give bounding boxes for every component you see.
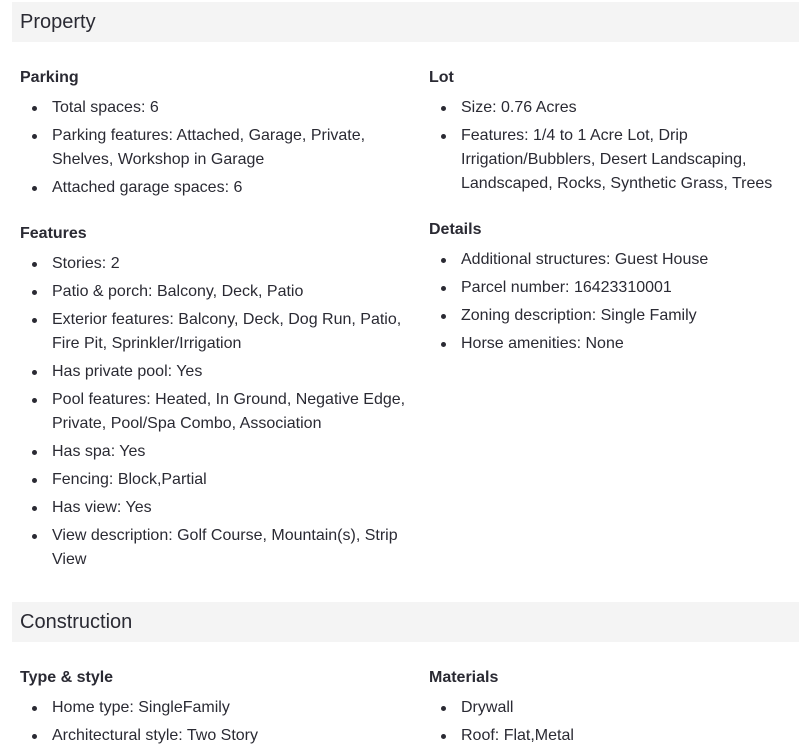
lot-group — [429, 66, 791, 196]
list-item: Attached garage spaces: 6 — [52, 176, 415, 200]
parking-heading: Parking — [20, 69, 79, 86]
list-item: Has view: Yes — [52, 496, 415, 520]
details-list — [429, 248, 791, 356]
list-item: Has spa: Yes — [52, 440, 415, 464]
list-item: Home type: SingleFamily — [52, 696, 415, 720]
list-item: Parcel number: 16423310001 — [461, 276, 791, 300]
type-style-heading: Type & style — [20, 669, 114, 686]
section-title-construction: Construction — [20, 610, 133, 633]
list-item: Roof: Flat,Metal — [461, 724, 791, 748]
list-item: Total spaces: 6 — [52, 96, 415, 120]
list-item: Horse amenities: None — [461, 332, 791, 356]
list-item: Fencing: Block,Partial — [52, 468, 415, 492]
list-item: Has private pool: Yes — [52, 360, 415, 384]
list-item: Drywall — [461, 696, 791, 720]
list-item: View description: Golf Course, Mountain(s), Strip View — [52, 524, 415, 572]
materials-heading: Materials — [429, 669, 499, 686]
parking-list — [20, 96, 415, 200]
lot-list — [429, 96, 791, 196]
details-heading: Details — [429, 221, 482, 238]
construction-right-column — [429, 666, 791, 751]
features-group — [20, 222, 415, 572]
list-item: Zoning description: Single Family — [461, 304, 791, 328]
property-left-column — [20, 66, 415, 594]
materials-group — [429, 666, 791, 748]
list-item: Additional structures: Guest House — [461, 248, 791, 272]
list-item: Patio & porch: Balcony, Deck, Patio — [52, 280, 415, 304]
list-item: Stories: 2 — [52, 252, 415, 276]
type-style-list — [20, 696, 415, 748]
lot-heading: Lot — [429, 69, 454, 86]
section-header-property — [12, 2, 799, 42]
list-item: Size: 0.76 Acres — [461, 96, 791, 120]
list-item: Pool features: Heated, In Ground, Negative Edge, Private, Pool/Spa Combo, Association — [52, 388, 415, 436]
list-item: Architectural style: Two Story — [52, 724, 415, 748]
list-item: Exterior features: Balcony, Deck, Dog Run, Patio, Fire Pit, Sprinkler/Irrigation — [52, 308, 415, 356]
list-item: Features: 1/4 to 1 Acre Lot, Drip Irrigation/Bubblers, Desert Landscaping, Landscaped, Rocks, Synthetic Grass, Trees — [461, 124, 791, 196]
features-heading: Features — [20, 225, 87, 242]
list-item: Parking features: Attached, Garage, Private, Shelves, Workshop in Garage — [52, 124, 415, 172]
type-style-group — [20, 666, 415, 748]
parking-group — [20, 66, 415, 200]
construction-left-column — [20, 666, 415, 751]
section-title-property: Property — [20, 10, 96, 33]
features-list — [20, 252, 415, 572]
property-right-column — [429, 66, 791, 378]
details-group — [429, 218, 791, 356]
materials-list — [429, 696, 791, 748]
section-header-construction — [12, 602, 799, 642]
